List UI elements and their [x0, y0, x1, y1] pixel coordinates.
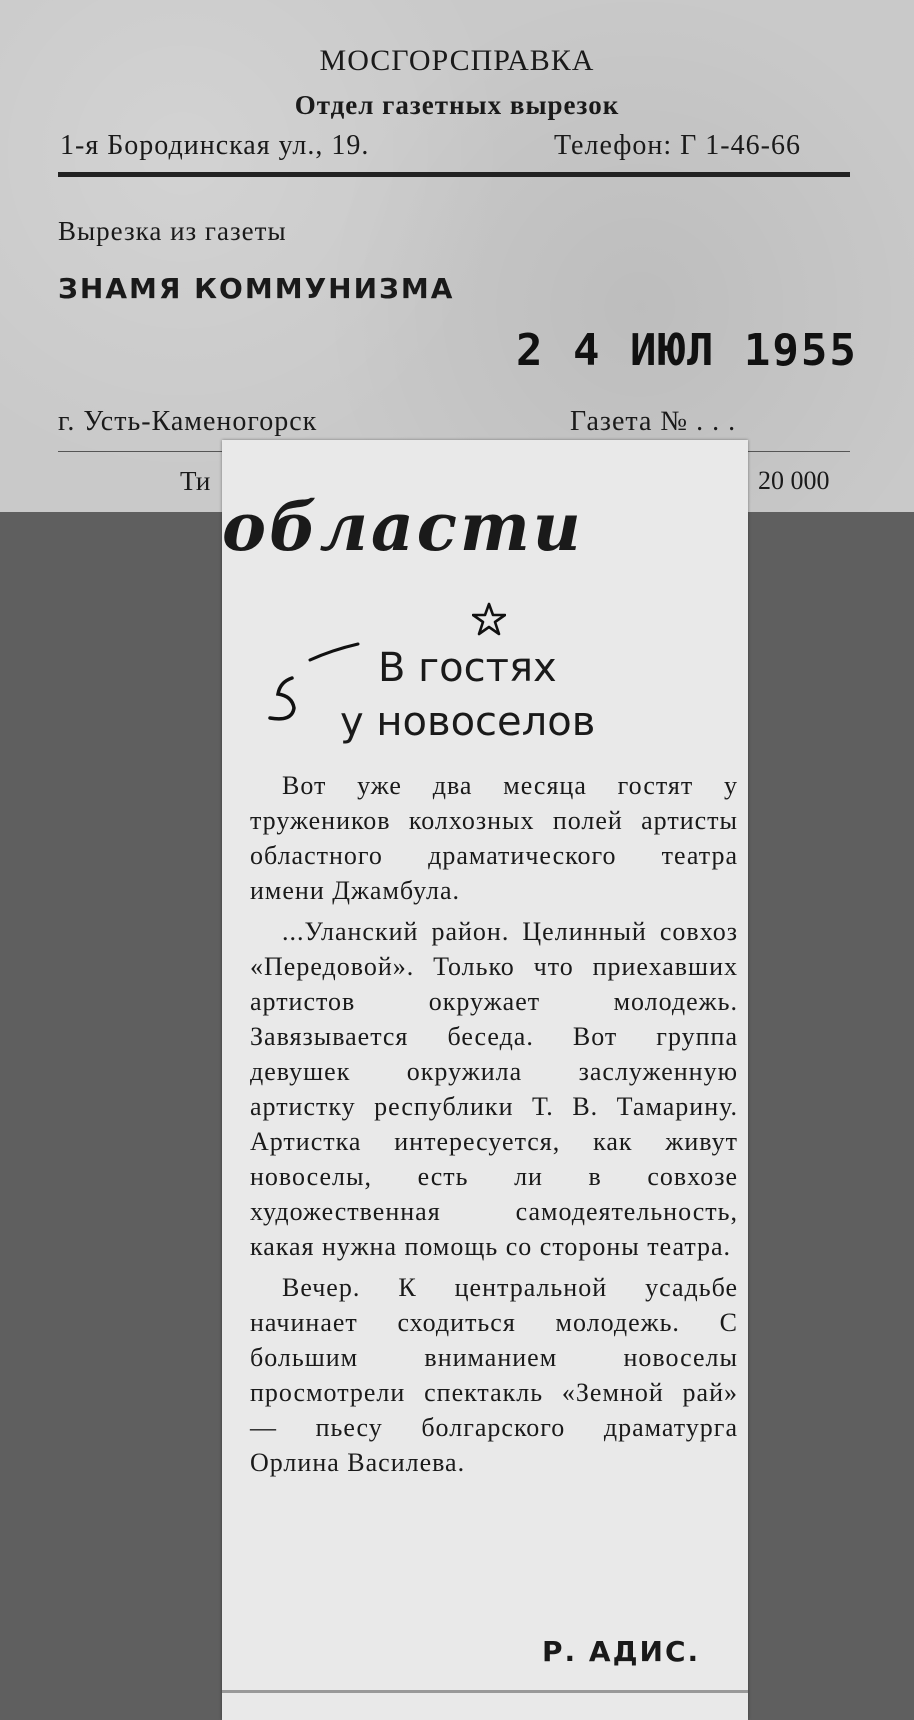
newspaper-name: ЗНАМЯ КОММУНИЗМА: [58, 272, 455, 305]
headline-line-2: у новоселов: [340, 699, 596, 745]
article-paragraph: ...Уланский район. Целинный совхоз «Передовой». Только что приехавших артистов окружает молодежь. Завязывается беседа. Вот группа девушек окружила заслуженную артистку республики Т. В. Тамарину. Артистка интересуется, как живут новоселы, есть ли в совхозе художественная самодеятельность, какая нужна помощь со стороны театра.: [250, 917, 738, 1261]
article-paragraph: Вечер. К центральной усадьбе начинает сходиться молодежь. С большим вниманием новоселы просмотрели спектакль «Земной рай» — пьесу болгарского драматурга Орлина Василева.: [250, 1273, 738, 1477]
author-signature: Р. АДИС.: [542, 1635, 701, 1668]
city: г. Усть-Каменогорск: [58, 406, 318, 437]
bottom-rule: [222, 1690, 748, 1693]
divider-rule: [58, 172, 850, 177]
phone: Телефон: Г 1-46-66: [554, 130, 801, 161]
gazette-number: Газета № . . .: [570, 406, 737, 437]
article-paragraph: Вот уже два месяца гостят у тружеников колхозных полей артисты областного драматического театра имени Джамбула.: [250, 771, 738, 905]
newspaper-clipping: [222, 440, 748, 1720]
masthead: области: [222, 488, 584, 566]
circulation-label: Ти: [180, 466, 211, 496]
clipping-service-slip: [0, 0, 914, 512]
address: 1-я Бородинская ул., 19.: [60, 130, 370, 161]
headline-line-1: В гостях: [378, 645, 557, 691]
star-icon: [472, 602, 506, 636]
department-name: Отдел газетных вырезок: [294, 90, 620, 120]
org-name: МОСГОРСПРАВКА: [319, 44, 595, 77]
date-stamp: 2 4 ИЮЛ 1955: [516, 325, 858, 376]
circulation-value: 20 000: [758, 466, 830, 495]
article-body: [250, 768, 738, 1486]
cut-from-label: Вырезка из газеты: [58, 216, 287, 246]
